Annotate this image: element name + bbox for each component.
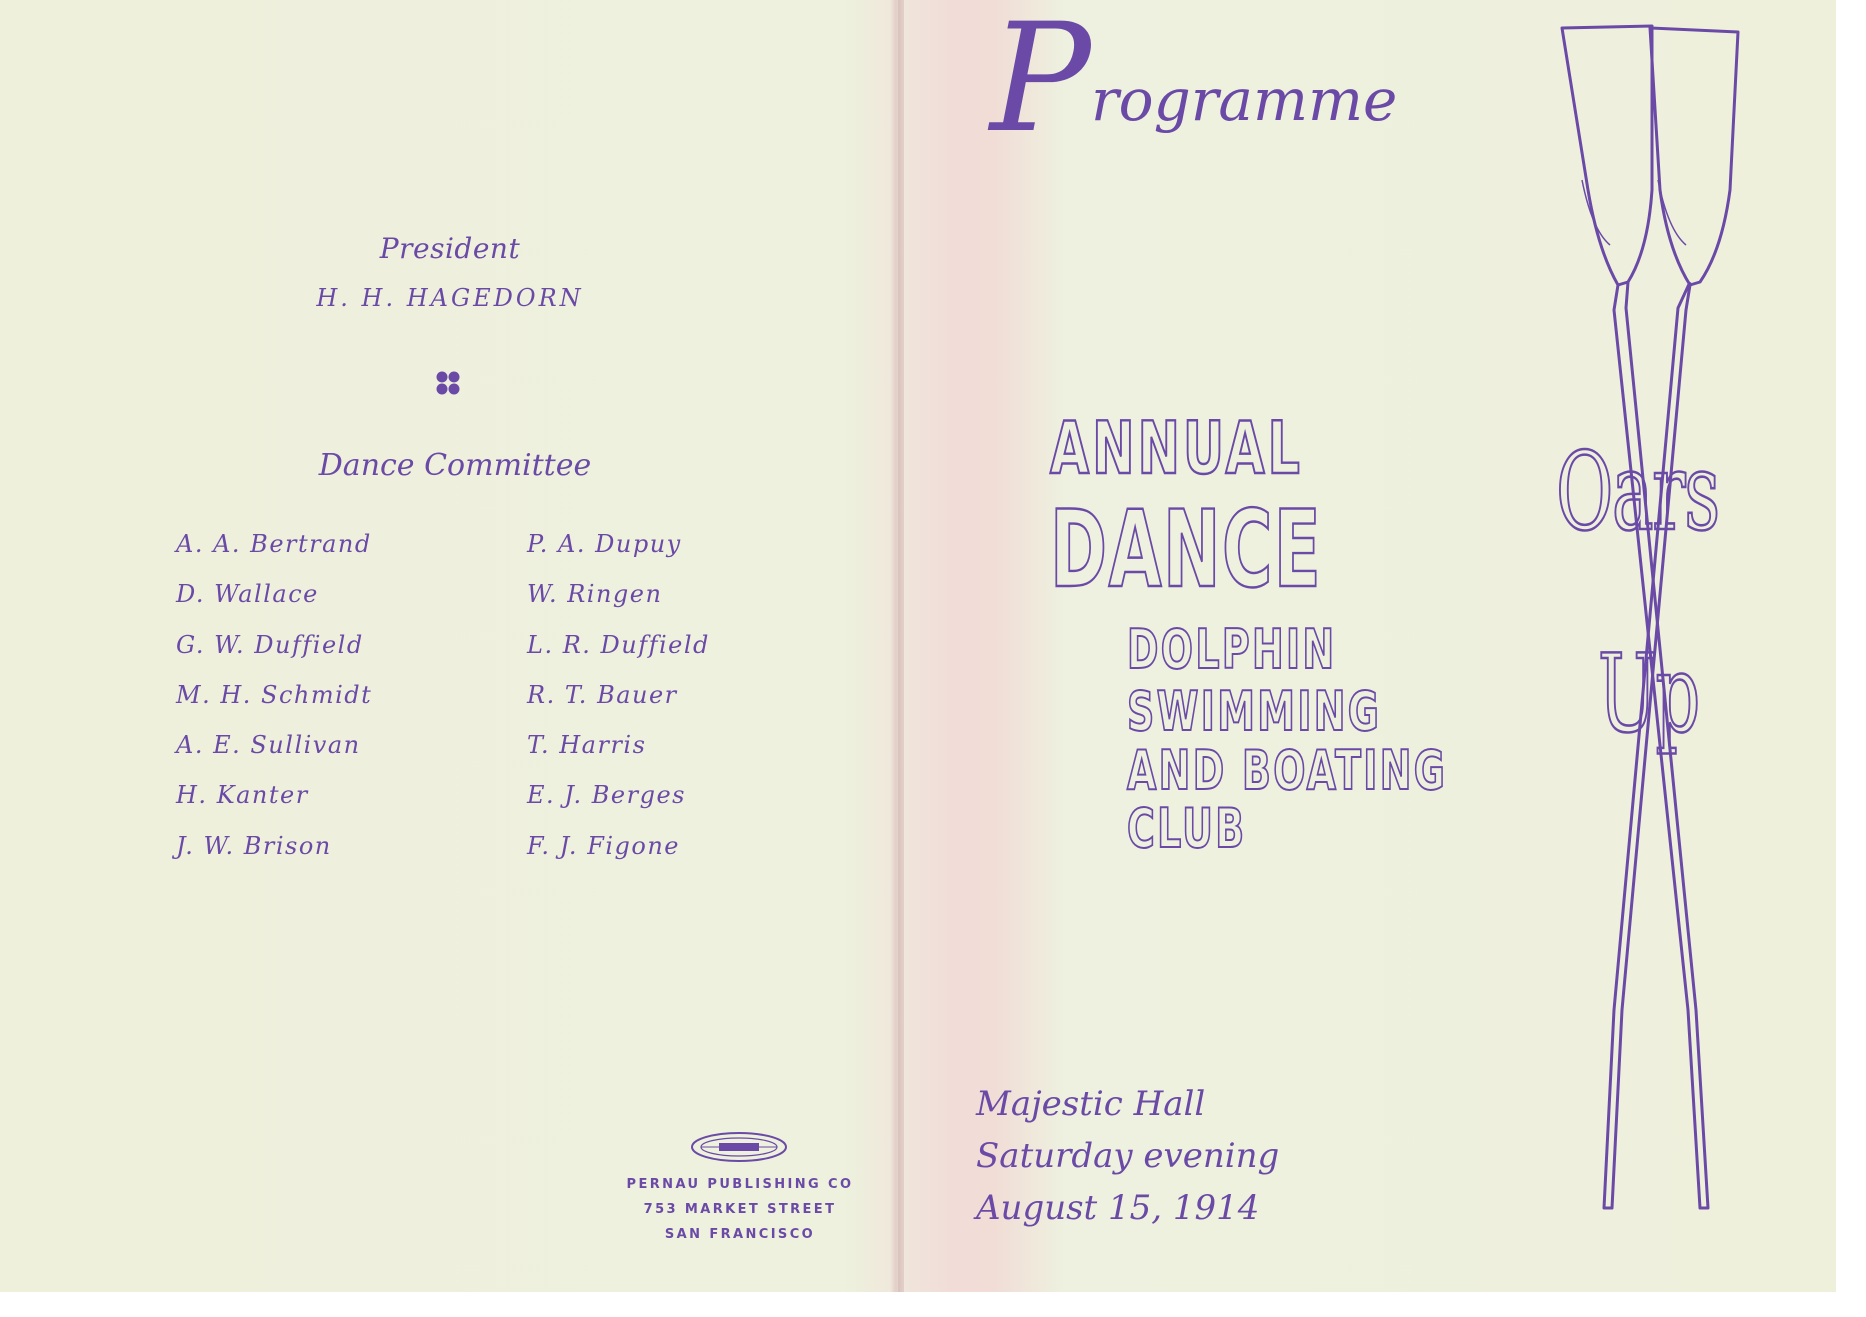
printer-name: PERNAU PUBLISHING CO bbox=[626, 1177, 854, 1192]
programme-title bbox=[990, 0, 1398, 166]
programme-initial: P bbox=[990, 0, 1091, 166]
club-name-line: SWIMMING bbox=[1127, 680, 1382, 743]
venue-block bbox=[976, 1078, 1279, 1234]
printer-street: 753 MARKET STREET bbox=[643, 1202, 837, 1217]
venue-date: August 15, 1914 bbox=[976, 1188, 1260, 1228]
committee-member: A. E. Sullivan bbox=[176, 731, 361, 760]
club-name-line: DOLPHIN bbox=[1127, 618, 1337, 681]
committee-member: P. A. Dupuy bbox=[527, 530, 682, 558]
up-word: Up bbox=[1598, 632, 1699, 757]
club-name-line: AND BOATING bbox=[1127, 739, 1448, 802]
center-fold-shadow bbox=[898, 0, 904, 1292]
printer-city: SAN FRANCISCO bbox=[664, 1227, 816, 1242]
committee-title: Dance Committee bbox=[318, 448, 592, 483]
committee-member: A. A. Bertrand bbox=[176, 530, 372, 558]
committee-member: R. T. Bauer bbox=[527, 680, 678, 709]
venue-day: Saturday evening bbox=[976, 1136, 1280, 1176]
committee-column-left bbox=[176, 524, 372, 876]
annual-heading: ANNUAL bbox=[1050, 406, 1303, 490]
president-label: President bbox=[379, 232, 521, 265]
committee-member: J. W. Brison bbox=[176, 831, 332, 860]
venue-hall: Majestic Hall bbox=[976, 1084, 1206, 1124]
president-name: H. H. HAGEDORN bbox=[316, 284, 584, 312]
crossed-oars-icon bbox=[1540, 10, 1780, 1230]
club-name-line: CLUB bbox=[1127, 797, 1247, 860]
committee-column-right bbox=[527, 524, 710, 876]
printer-imprint bbox=[612, 1172, 868, 1247]
committee-member: D. Wallace bbox=[176, 580, 319, 609]
union-label-icon bbox=[689, 1130, 789, 1164]
committee-member: M. H. Schmidt bbox=[176, 680, 373, 709]
committee-member: T. Harris bbox=[527, 731, 647, 760]
oars-word: Oars bbox=[1556, 430, 1719, 555]
committee-member: L. R. Duffield bbox=[527, 630, 710, 659]
committee-member: H. Kanter bbox=[176, 781, 309, 810]
committee-member: E. J. Berges bbox=[527, 781, 686, 810]
clover-ornament-icon bbox=[433, 368, 463, 398]
programme-rest: rogramme bbox=[1090, 66, 1398, 134]
dance-heading: DANCE bbox=[1050, 488, 1323, 611]
committee-member: F. J. Figone bbox=[527, 831, 680, 860]
committee-member: W. Ringen bbox=[527, 580, 663, 609]
committee-member: G. W. Duffield bbox=[176, 630, 364, 659]
